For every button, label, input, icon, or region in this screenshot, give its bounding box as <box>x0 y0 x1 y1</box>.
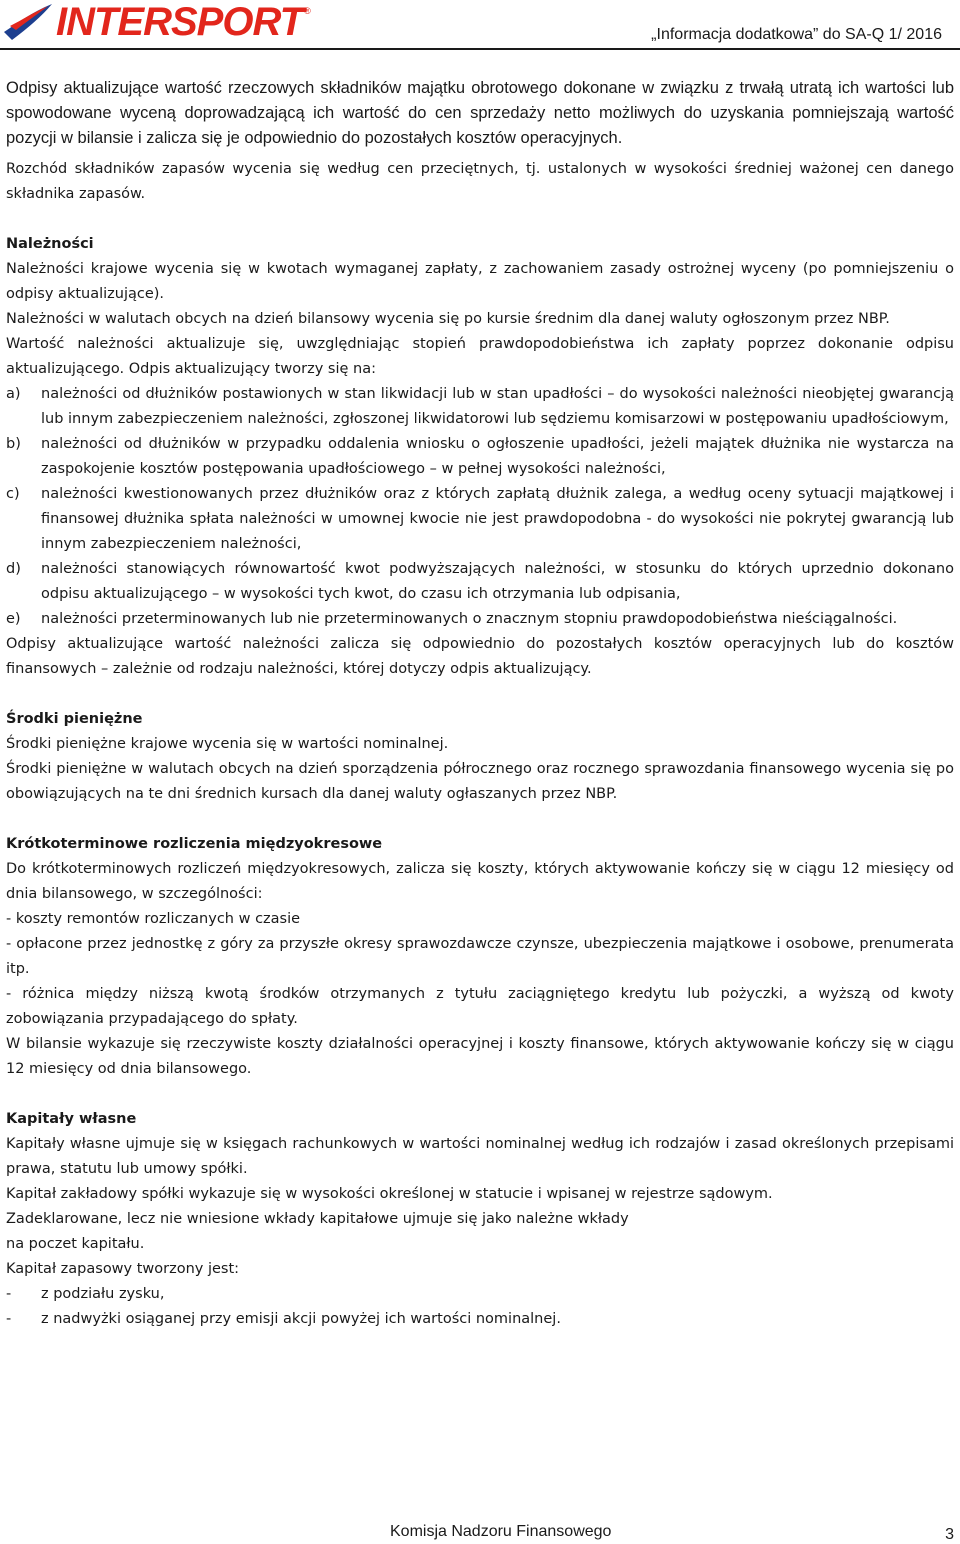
list-item-text: należności od dłużników w przypadku oddalenia wniosku o ogłoszenie upadłości, jeżeli majątek dłużnika nie wystarcza na zaspokojenie kosztów postępowania upadłościowego – w pełnej wysokości należności, <box>41 436 954 477</box>
list-line: - koszty remontów rozliczanych w czasie <box>6 911 301 927</box>
paragraph: Zadeklarowane, lecz nie wniesione wkłady kapitałowe ujmuje się jako należne wkłady <box>6 1211 629 1227</box>
list-marker: e) <box>6 611 21 627</box>
registered-mark: ® <box>304 6 311 16</box>
logo-text: INTERSPORT <box>56 0 304 44</box>
list-marker: - <box>6 1286 12 1302</box>
list-marker: c) <box>6 486 20 502</box>
list-marker: a) <box>6 386 21 402</box>
list-item-text: należności kwestionowanych przez dłużników oraz z których zapłatą dłużnik zalega, a według oceny sytuacji majątkowej i finansowej dłużnika spłata należności w umownej kwocie nie jest prawdopodobna - do wysokości nie pokrytej gwarancją lub innym zabezpieczeniem należności, <box>41 486 954 552</box>
paragraph: W bilansie wykazuje się rzeczywiste koszty działalności operacyjnej i koszty finansowe, których aktywowanie kończy się w ciągu 12 miesięcy od dnia bilansowego. <box>6 1036 954 1077</box>
document-body <box>6 76 954 1332</box>
paragraph: Środki pieniężne krajowe wycenia się w wartości nominalnej. <box>6 736 449 752</box>
list-item <box>6 482 954 557</box>
list-item <box>6 557 954 607</box>
paragraph: Kapitały własne ujmuje się w księgach rachunkowych w wartości nominalnej według ich rodzajów i zasad określonych przepisami prawa, statutu lub umowy spółki. <box>6 1136 954 1177</box>
paragraph: Środki pieniężne w walutach obcych na dzień sporządzenia półrocznego oraz rocznego sprawozdania finansowego wycenia się po obowiązujących na te dni średnich kursach dla danej waluty ogłaszanych przez NBP. <box>6 761 954 802</box>
paragraph: Odpisy aktualizujące wartość rzeczowych składników majątku obrotowego dokonane w związku z trwałą utratą ich wartości lub spowodowane wyceną doprowadzającą ich wartość do cen sprzedaży netto możliwych do uzyskania pomniejszają wartość pozycji w bilansie i zalicza się je odpowiednio do pozostałych kosztów operacyjnych. <box>6 79 954 147</box>
swoosh-icon <box>2 2 54 42</box>
list-item-text: należności od dłużników postawionych w stan likwidacji lub w stan upadłości – do wysokości należności nieobjętej gwarancją lub innym zabezpieczeniem należności, zgłoszonej likwidatorowi lub sędziemu komisarzowi w postępowaniu upadłościowym, <box>41 386 954 427</box>
paragraph: Należności w walutach obcych na dzień bilansowy wycenia się po kursie średnim dla danej waluty ogłoszonym przez NBP. <box>6 311 890 327</box>
list-item-text: należności przeterminowanych lub nie przeterminowanych o znacznym stopniu prawdopodobieństwa nieściągalności. <box>41 611 898 627</box>
page-header <box>0 0 960 50</box>
intersport-logo <box>2 2 311 42</box>
list-item <box>6 607 954 632</box>
section-heading-naleznosci: Należności <box>6 236 94 252</box>
list-item <box>6 1282 954 1307</box>
paragraph: Odpisy aktualizujące wartość należności zalicza się odpowiednio do pozostałych kosztów operacyjnych lub do kosztów finansowych – zależnie od rodzaju należności, której dotyczy odpis aktualizujący. <box>6 636 954 677</box>
paragraph: Rozchód składników zapasów wycenia się według cen przeciętnych, tj. ustalonych w wysokości średniej ważonej cen danego składnika zapasów. <box>6 161 954 202</box>
list-item-text: z nadwyżki osiąganej przy emisji akcji powyżej ich wartości nominalnej. <box>41 1311 561 1327</box>
document-title: „Informacja dodatkowa” do SA-Q 1/ 2016 <box>651 26 942 43</box>
header-divider <box>0 48 960 50</box>
section-heading-kapitaly: Kapitały własne <box>6 1111 137 1127</box>
paragraph: Kapitał zapasowy tworzony jest: <box>6 1261 240 1277</box>
paragraph: Wartość należności aktualizuje się, uwzględniając stopień prawdopodobieństwa ich zapłaty poprzez dokonanie odpisu aktualizującego. Odpis aktualizujący tworzy się na: <box>6 336 954 377</box>
paragraph: Do krótkoterminowych rozliczeń międzyokresowych, zalicza się koszty, których aktywowanie kończy się w ciągu 12 miesięcy od dnia bilansowego, w szczególności: <box>6 861 954 902</box>
paragraph: Kapitał zakładowy spółki wykazuje się w wysokości określonej w statucie i wpisanej w rejestrze sądowym. <box>6 1186 773 1202</box>
list-item <box>6 382 954 432</box>
list-marker: - <box>6 1311 12 1327</box>
list-item-text: z podziału zysku, <box>41 1286 165 1302</box>
list-item-text: należności stanowiących równowartość kwot podwyższających należności, w stosunku do których uprzednio dokonano odpisu aktualizującego – w wysokości tych kwot, do czasu ich otrzymania lub odpisania, <box>41 561 954 602</box>
paragraph: Należności krajowe wycenia się w kwotach wymaganej zapłaty, z zachowaniem zasady ostrożnej wyceny (po pomniejszeniu o odpisy aktualizujące). <box>6 261 954 302</box>
footer-text: Komisja Nadzoru Finansowego <box>390 1523 612 1540</box>
section-heading-rozliczenia: Krótkoterminowe rozliczenia międzyokresowe <box>6 836 383 852</box>
paragraph: na poczet kapitału. <box>6 1236 145 1252</box>
list-marker: b) <box>6 436 21 452</box>
list-item <box>6 432 954 482</box>
section-heading-srodki: Środki pieniężne <box>6 711 143 727</box>
list-marker: d) <box>6 561 21 577</box>
page-number: 3 <box>945 1526 954 1543</box>
list-line: - różnica między niższą kwotą środków otrzymanych z tytułu zaciągniętego kredytu lub pożyczki, a wyższą od kwoty zobowiązania przypadającego do spłaty. <box>6 986 954 1027</box>
list-line: - opłacone przez jednostkę z góry za przyszłe okresy sprawozdawcze czynsze, ubezpieczenia majątkowe i osobowe, prenumerata itp. <box>6 936 954 977</box>
list-item <box>6 1307 954 1332</box>
